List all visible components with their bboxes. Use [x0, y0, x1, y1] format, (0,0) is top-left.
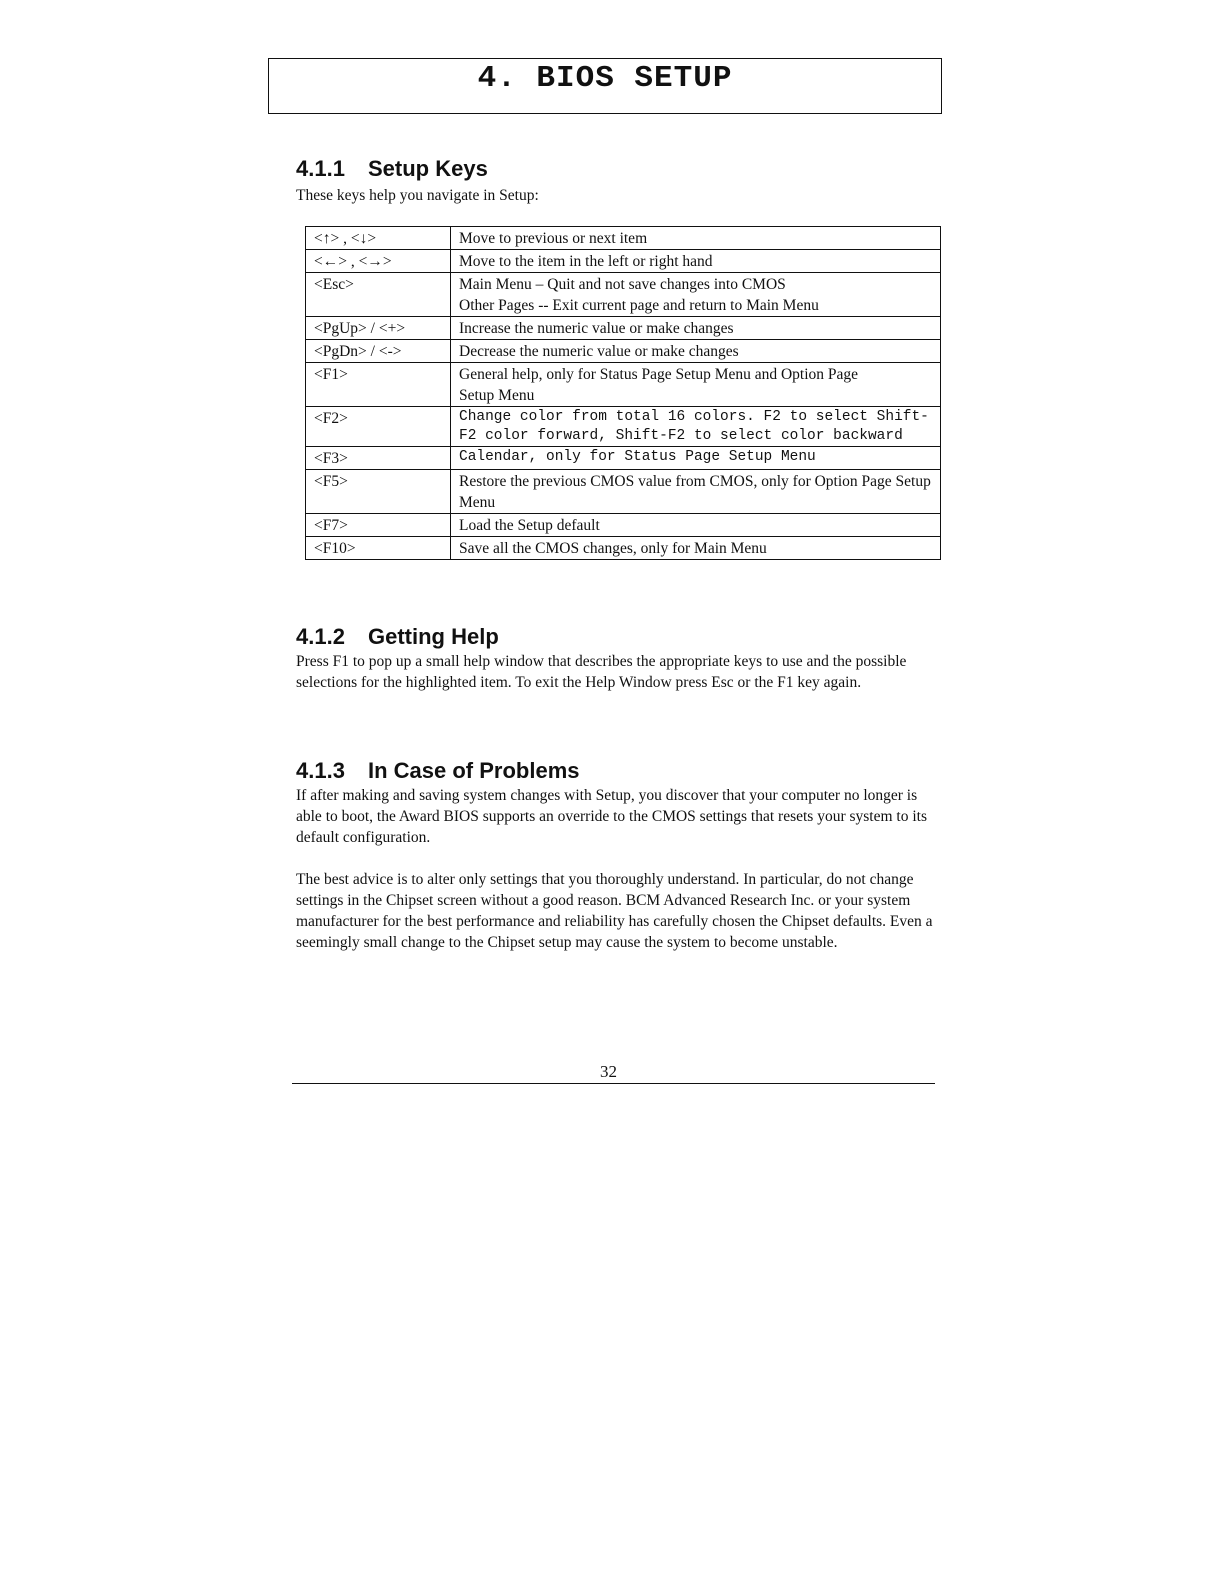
table-row [306, 363, 941, 407]
chapter-title-box [268, 58, 942, 114]
table-row [306, 514, 941, 537]
desc-cell: Change color from total 16 colors. F2 to select Shift-F2 color forward, Shift-F2 to select color backward [451, 407, 941, 447]
key-cell: <PgUp> / <+> [306, 317, 451, 340]
table-row [306, 537, 941, 560]
section-number: 4.1.3 [296, 758, 345, 783]
desc-cell [451, 273, 941, 317]
section-title: Setup Keys [368, 156, 488, 181]
desc-line: Main Menu – Quit and not save changes into CMOS [459, 276, 786, 293]
section-title: Getting Help [368, 624, 499, 649]
table-row [306, 227, 941, 250]
desc-line: General help, only for Status Page Setup Menu and Option Page [459, 366, 859, 383]
key-cell: <F7> [306, 514, 451, 537]
footer-rule [292, 1083, 935, 1084]
table-row [306, 340, 941, 363]
problems-body-paragraph-1: If after making and saving system changes with Setup, you discover that your computer no longer is able to boot, the Award BIOS supports an override to the CMOS settings that resets your system to its default configuration. [296, 787, 927, 846]
key-cell: <←> , <→> [306, 250, 451, 273]
desc-cell: Decrease the numeric value or make changes [451, 340, 941, 363]
desc-cell: Increase the numeric value or make changes [451, 317, 941, 340]
table-row [306, 447, 941, 470]
key-cell: <F5> [306, 470, 451, 514]
chapter-title: 4. BIOS SETUP [477, 61, 733, 96]
desc-cell: Load the Setup default [451, 514, 941, 537]
key-cell: <F10> [306, 537, 451, 560]
section-title: In Case of Problems [368, 758, 580, 783]
desc-cell [451, 363, 941, 407]
desc-cell: Move to previous or next item [451, 227, 941, 250]
key-cell: <F2> [306, 407, 451, 447]
desc-cell: Move to the item in the left or right hand [451, 250, 941, 273]
table-row [306, 273, 941, 317]
desc-cell: Save all the CMOS changes, only for Main Menu [451, 537, 941, 560]
getting-help-body: Press F1 to pop up a small help window that describes the appropriate keys to use and the possible selections for the highlighted item. To exit the Help Window press Esc or the F1 key again. [296, 653, 907, 691]
table-row [306, 250, 941, 273]
section-heading-in-case-of-problems [296, 758, 580, 784]
desc-line: Setup Menu [459, 387, 535, 404]
table-row [306, 470, 941, 514]
key-cell: <↑> , <↓> [306, 227, 451, 250]
setup-keys-intro: These keys help you navigate in Setup: [296, 187, 539, 204]
section-number: 4.1.1 [296, 156, 345, 181]
setup-keys-table [305, 226, 941, 560]
key-cell: <Esc> [306, 273, 451, 317]
section-heading-setup-keys [296, 156, 488, 182]
table-row [306, 407, 941, 447]
key-cell: <F1> [306, 363, 451, 407]
desc-line: Other Pages -- Exit current page and return to Main Menu [459, 297, 819, 314]
key-cell: <PgDn> / <-> [306, 340, 451, 363]
problems-body-paragraph-2: The best advice is to alter only settings that you thoroughly understand. In particular, do not change settings in the Chipset screen without a good reason. BCM Advanced Research Inc. or your system manufacturer for the best performance and reliability has carefully chosen the Chipset defaults. Even a seemingly small change to the Chipset setup may cause the system to become unstable. [296, 871, 933, 951]
table-row [306, 317, 941, 340]
section-heading-getting-help [296, 624, 499, 650]
key-cell: <F3> [306, 447, 451, 470]
page-number: 32 [600, 1062, 617, 1081]
section-number: 4.1.2 [296, 624, 345, 649]
desc-cell: Calendar, only for Status Page Setup Menu [451, 447, 941, 470]
desc-cell: Restore the previous CMOS value from CMOS, only for Option Page Setup Menu [451, 470, 941, 514]
